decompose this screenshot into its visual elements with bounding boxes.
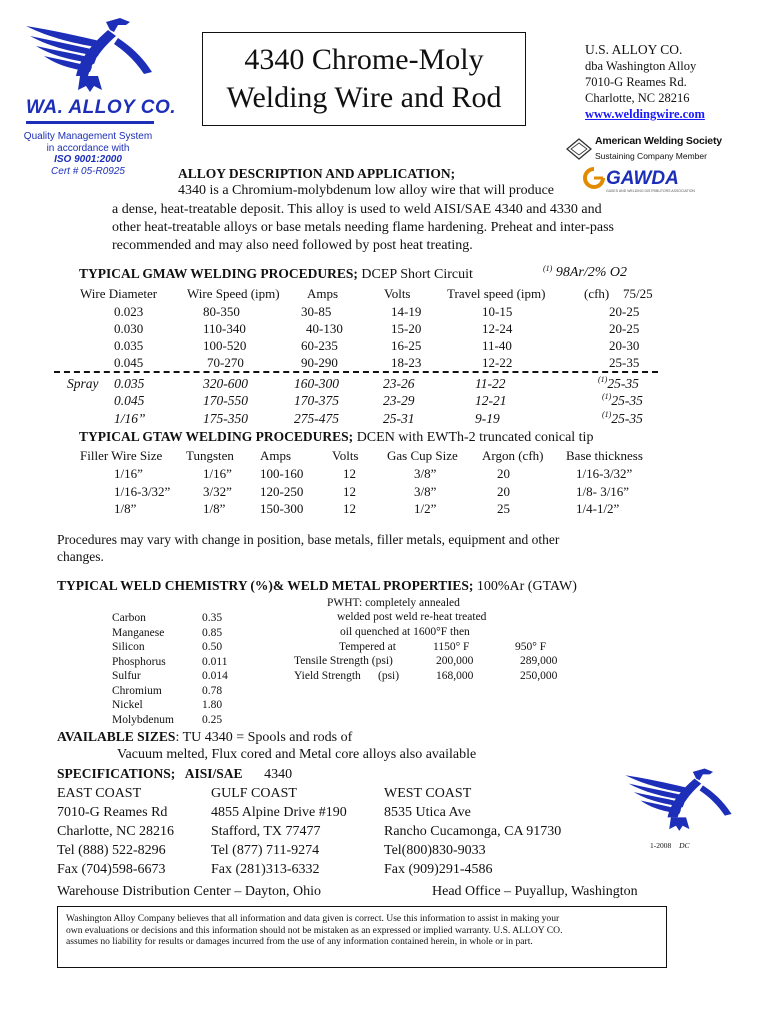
table-cell: 150-300 (260, 501, 304, 516)
table-cell: 0.030 (114, 321, 144, 336)
location-name: GULF COAST (211, 786, 297, 801)
table-cell: 1/16” (114, 466, 143, 481)
quality-line-3: ISO 9001:2000 (54, 154, 122, 165)
table-row (0, 304, 768, 320)
table-row (0, 484, 768, 500)
location-name: EAST COAST (57, 786, 142, 801)
gtaw-col-thickness: Base thickness (566, 448, 643, 463)
table-cell: 1/4-1/2” (576, 501, 620, 516)
element-value: 1.80 (202, 699, 223, 711)
spray-divider (54, 371, 658, 373)
table-cell: 1/8” (114, 501, 137, 516)
table-cell: 12 (343, 501, 356, 516)
location-fax: Fax (704)598-6673 (57, 862, 166, 877)
gmaw-col-volts: Volts (384, 286, 411, 301)
element-name: Phosphorus (112, 655, 166, 668)
company-street: 7010-G Reames Rd. (585, 75, 687, 89)
description-heading: ALLOY DESCRIPTION AND APPLICATION; (178, 166, 456, 181)
table-cell: 110-340 (203, 321, 246, 336)
table-cell: 3/8” (414, 484, 437, 499)
element-value: 0.35 (202, 612, 223, 624)
table-cell: 20-25 (609, 321, 640, 336)
table-cell: 320-600 (203, 376, 248, 391)
gtaw-col-argon: Argon (cfh) (482, 448, 544, 463)
list-item (112, 611, 228, 626)
table-row (0, 321, 768, 337)
gtaw-header-row (0, 448, 768, 464)
location-city: Rancho Cucamonga, CA 91730 (384, 824, 562, 839)
aws-sub: Sustaining Company Member (595, 151, 707, 161)
tensile-label: Tensile Strength (psi) (294, 655, 393, 667)
note-mark: (1) (602, 410, 612, 419)
element-name: Molybdenum (112, 713, 174, 726)
gawda-sub: GASES AND WELDING DISTRIBUTORS ASSOCIATION (606, 189, 695, 193)
table-cell: 20-25 (609, 304, 640, 319)
tensile-row (0, 655, 768, 671)
location-street: 7010-G Reames Rd (57, 805, 168, 820)
table-cell (602, 393, 643, 409)
table-cell: 90-290 (301, 355, 338, 370)
tensile-value-2: 289,000 (520, 655, 558, 667)
table-cell: 12-22 (482, 355, 513, 370)
gawda-name: GAWDA (606, 168, 679, 189)
location-city: Charlotte, NC 28216 (57, 824, 175, 839)
head-office-line: Head Office – Puyallup, Washington (432, 884, 638, 899)
location-city: Stafford, TX 77477 (211, 824, 321, 839)
aws-seal-icon (566, 138, 592, 160)
logo-text: WA. ALLOY CO. (26, 97, 177, 118)
location-name: WEST COAST (384, 786, 472, 801)
procedures-note-1: Procedures may vary with change in position, base metals, filler metals, equipment and other (57, 532, 560, 547)
table-cell: 15-20 (391, 321, 422, 336)
revision-date: 1-2008 (650, 841, 672, 850)
chemistry-gas: 100%Ar (GTAW) (476, 579, 577, 594)
table-cell: 20 (497, 484, 510, 499)
gtaw-heading: TYPICAL GTAW WELDING PROCEDURES; (79, 429, 354, 444)
specs-value: 4340 (264, 767, 293, 782)
location-west (384, 784, 561, 879)
table-cell: 170-550 (203, 393, 248, 408)
list-item (112, 698, 228, 713)
pwht-line-2: welded post weld re-heat treated (337, 611, 487, 623)
table-cell: 25-35 (609, 355, 640, 370)
table-cell (598, 376, 639, 392)
quality-block (18, 131, 158, 177)
table-cell: 11-40 (482, 338, 512, 353)
table-cell: 100-160 (260, 466, 304, 481)
table-cell: 1/8” (203, 501, 226, 516)
table-cell: 23-29 (383, 393, 415, 408)
table-cell: 175-350 (203, 411, 248, 426)
gmaw-heading-line (79, 266, 473, 283)
table-cell: 1/16” (114, 411, 146, 426)
table-cell: 0.023 (114, 304, 144, 319)
gmaw-col-wire: Wire Diameter (80, 286, 158, 301)
company-dba: dba Washington Alloy (585, 59, 697, 73)
table-row (0, 411, 768, 427)
sizes-line (57, 729, 352, 746)
gtaw-col-tungsten: Tungsten (186, 448, 234, 463)
specs-heading: SPECIFICATIONS; (57, 766, 176, 781)
gmaw-col-mix: 75/25 (623, 286, 653, 301)
gtaw-col-cup: Gas Cup Size (387, 448, 458, 463)
location-street: 8535 Utica Ave (384, 805, 471, 820)
quality-line-2: in accordance with (46, 142, 130, 154)
gmaw-heading: TYPICAL GMAW WELDING PROCEDURES; (79, 266, 358, 281)
yield-value-2: 250,000 (520, 670, 558, 682)
element-value: 0.50 (202, 641, 223, 653)
table-cell: 0.045 (114, 393, 145, 408)
table-cell (602, 411, 643, 427)
table-cell: 12 (343, 484, 356, 499)
eagle-logo-icon (22, 16, 162, 96)
element-value: 0.85 (202, 626, 223, 639)
disclaimer-line-3: assumes no liability for results or damages incurred from the use of any information contained herein, in whole or in part. (66, 936, 533, 947)
gmaw-note-mark: (1) (543, 264, 553, 273)
table-cell: 1/16-3/32” (576, 466, 633, 481)
logo-underline (26, 121, 154, 124)
location-east (57, 784, 174, 879)
table-cell: 1/16-3/32” (114, 484, 171, 499)
note-mark: (1) (598, 375, 608, 384)
eagle-emblem-icon (622, 763, 740, 838)
gmaw-col-cfh: (cfh) (584, 286, 610, 301)
title-line-2: Welding Wire and Rod (226, 81, 502, 114)
pwht-line-3: oil quenched at 1600°F then (340, 626, 470, 638)
table-cell: 0.045 (114, 355, 144, 370)
yield-label: Yield Strength (294, 670, 361, 682)
disclaimer-box (57, 906, 667, 968)
table-row (0, 355, 768, 371)
table-cell: 40-130 (306, 321, 343, 336)
company-city: Charlotte, NC 28216 (585, 91, 690, 105)
table-row (0, 501, 768, 517)
temp-value-1: 1150° F (433, 641, 470, 653)
table-cell: 80-350 (203, 304, 240, 319)
procedures-note-2: changes. (57, 549, 104, 564)
table-cell: 12-24 (482, 321, 513, 336)
note-mark: (1) (602, 392, 612, 401)
company-web-link[interactable]: www.weldingwire.com (585, 107, 705, 121)
tensile-value-1: 200,000 (436, 655, 474, 667)
company-address (585, 42, 705, 122)
element-value: 0.011 (202, 655, 228, 668)
table-cell: 9-19 (475, 411, 500, 426)
table-cell: 120-250 (260, 484, 304, 499)
location-gulf (211, 784, 347, 879)
chemistry-heading-line (57, 578, 577, 595)
element-value: 0.25 (202, 713, 223, 726)
table-cell: 20 (497, 466, 510, 481)
chemistry-heading: TYPICAL WELD CHEMISTRY (%)& WELD METAL PROPERTIES; (57, 578, 474, 593)
element-name: Chromium (112, 684, 162, 697)
sizes-text: : TU 4340 = Spools and rods of (175, 730, 353, 745)
element-name: Nickel (112, 699, 143, 711)
temp-value-2: 950° F (515, 641, 547, 653)
table-cell: 3/32” (203, 484, 232, 499)
table-cell: 1/8- 3/16” (576, 484, 630, 499)
table-cell: 70-270 (207, 355, 244, 370)
gtaw-col-volts: Volts (332, 448, 359, 463)
table-row (0, 393, 768, 409)
table-cell: 160-300 (294, 376, 339, 391)
revision-initials: DC (679, 841, 690, 850)
description-line-4: recommended and may also need followed by post heat treating. (112, 238, 473, 253)
description-line-2: a dense, heat-treatable deposit. This alloy is used to weld AISI/SAE 4340 and 4330 and (112, 202, 602, 217)
gtaw-col-filler: Filler Wire Size (80, 448, 163, 463)
table-cell: 275-475 (294, 411, 339, 426)
location-fax: Fax (909)291-4586 (384, 862, 493, 877)
table-row (0, 376, 768, 392)
table-cell: 18-23 (391, 355, 422, 370)
location-tel: Tel (877) 711-9274 (211, 843, 320, 858)
location-tel: Tel(800)830-9033 (384, 843, 486, 858)
table-cell: 23-26 (383, 376, 415, 391)
gmaw-gas (543, 265, 627, 281)
aws-name: American Welding Society (595, 135, 722, 147)
description-line-1: 4340 is a Chromium-molybdenum low alloy wire that will produce (178, 183, 554, 198)
description-line-3: other heat-treatable alloys or base metals needing flame hardening. Preheat and inter-pass (112, 220, 614, 235)
gtaw-col-amps: Amps (260, 448, 292, 463)
table-cell: 10-15 (482, 304, 513, 319)
pwht-line-1: PWHT: completely annealed (327, 597, 460, 609)
table-cell: 12-21 (475, 393, 507, 408)
element-name: Silicon (112, 641, 145, 653)
table-cell: 14-19 (391, 304, 422, 319)
table-cell: 170-375 (294, 393, 339, 408)
element-name: Carbon (112, 612, 146, 624)
table-cell: 30-85 (301, 304, 332, 319)
location-street: 4855 Alpine Drive #190 (211, 805, 347, 820)
element-value: 0.78 (202, 684, 223, 697)
yield-unit: (psi) (378, 670, 400, 682)
specs-line (57, 766, 292, 783)
gmaw-col-amps: Amps (307, 286, 339, 301)
gawda-logo-icon (582, 167, 606, 189)
list-item (112, 713, 228, 728)
table-cell: 1/16” (203, 466, 232, 481)
location-fax: Fax (281)313-6332 (211, 862, 320, 877)
company-name: U.S. ALLOY CO. (585, 42, 683, 57)
quality-line-4: Cert # 05-R0925 (51, 165, 125, 177)
gtaw-heading-line (79, 429, 593, 446)
element-name: Manganese (112, 626, 165, 639)
cell-value: 25-35 (611, 411, 643, 426)
location-tel: Tel (888) 522-8296 (57, 843, 166, 858)
disclaimer-line-2: own evaluations or decisions and this information should not be mistaken as an expressed or implied warranty. U.S. ALLOY CO. (66, 924, 563, 936)
table-cell: 11-22 (475, 376, 506, 391)
table-cell: 0.035 (114, 338, 144, 353)
table-cell: 25-31 (383, 411, 415, 426)
table-row (0, 338, 768, 354)
element-name: Sulfur (112, 670, 141, 682)
table-cell: 0.035 (114, 376, 145, 391)
gmaw-header-row (0, 286, 768, 302)
gmaw-col-travel: Travel speed (ipm) (447, 286, 546, 301)
disclaimer-line-1: Washington Alloy Company believes that all information and data given is correct. Use this information to assist in making your (66, 913, 560, 924)
table-cell: 1/2” (414, 501, 437, 516)
cell-value: 25-35 (611, 393, 643, 408)
table-row (0, 466, 768, 482)
table-cell: 12 (343, 466, 356, 481)
cell-value: 25-35 (607, 376, 639, 391)
table-cell: 100-520 (203, 338, 247, 353)
spray-label: Spray (67, 376, 99, 391)
specs-org: AISI/SAE (184, 766, 243, 781)
yield-value-1: 168,000 (436, 670, 474, 682)
sizes-line-2: Vacuum melted, Flux cored and Metal core alloys also available (117, 747, 477, 762)
element-value: 0.014 (202, 670, 228, 682)
tempered-label: Tempered at (339, 641, 396, 653)
sizes-heading: AVAILABLE SIZES (57, 729, 176, 744)
gtaw-mode: DCEN with EWTh-2 truncated conical tip (356, 430, 594, 445)
yield-row (0, 670, 768, 686)
table-cell: 20-30 (609, 338, 640, 353)
title-line-1: 4340 Chrome-Moly (244, 43, 484, 76)
quality-line-1: Quality Management System (23, 131, 153, 142)
revision-note (650, 841, 690, 850)
warehouse-line: Warehouse Distribution Center – Dayton, Ohio (57, 884, 322, 899)
gmaw-mode: DCEP Short Circuit (361, 267, 473, 282)
table-cell: 3/8” (414, 466, 437, 481)
gmaw-col-speed: Wire Speed (ipm) (187, 286, 280, 301)
list-item (112, 626, 228, 641)
table-cell: 16-25 (391, 338, 422, 353)
gmaw-gas-mix: 98Ar/2% O2 (555, 265, 627, 280)
table-cell: 60-235 (301, 338, 338, 353)
title-box (202, 32, 526, 126)
table-cell: 25 (497, 501, 510, 516)
